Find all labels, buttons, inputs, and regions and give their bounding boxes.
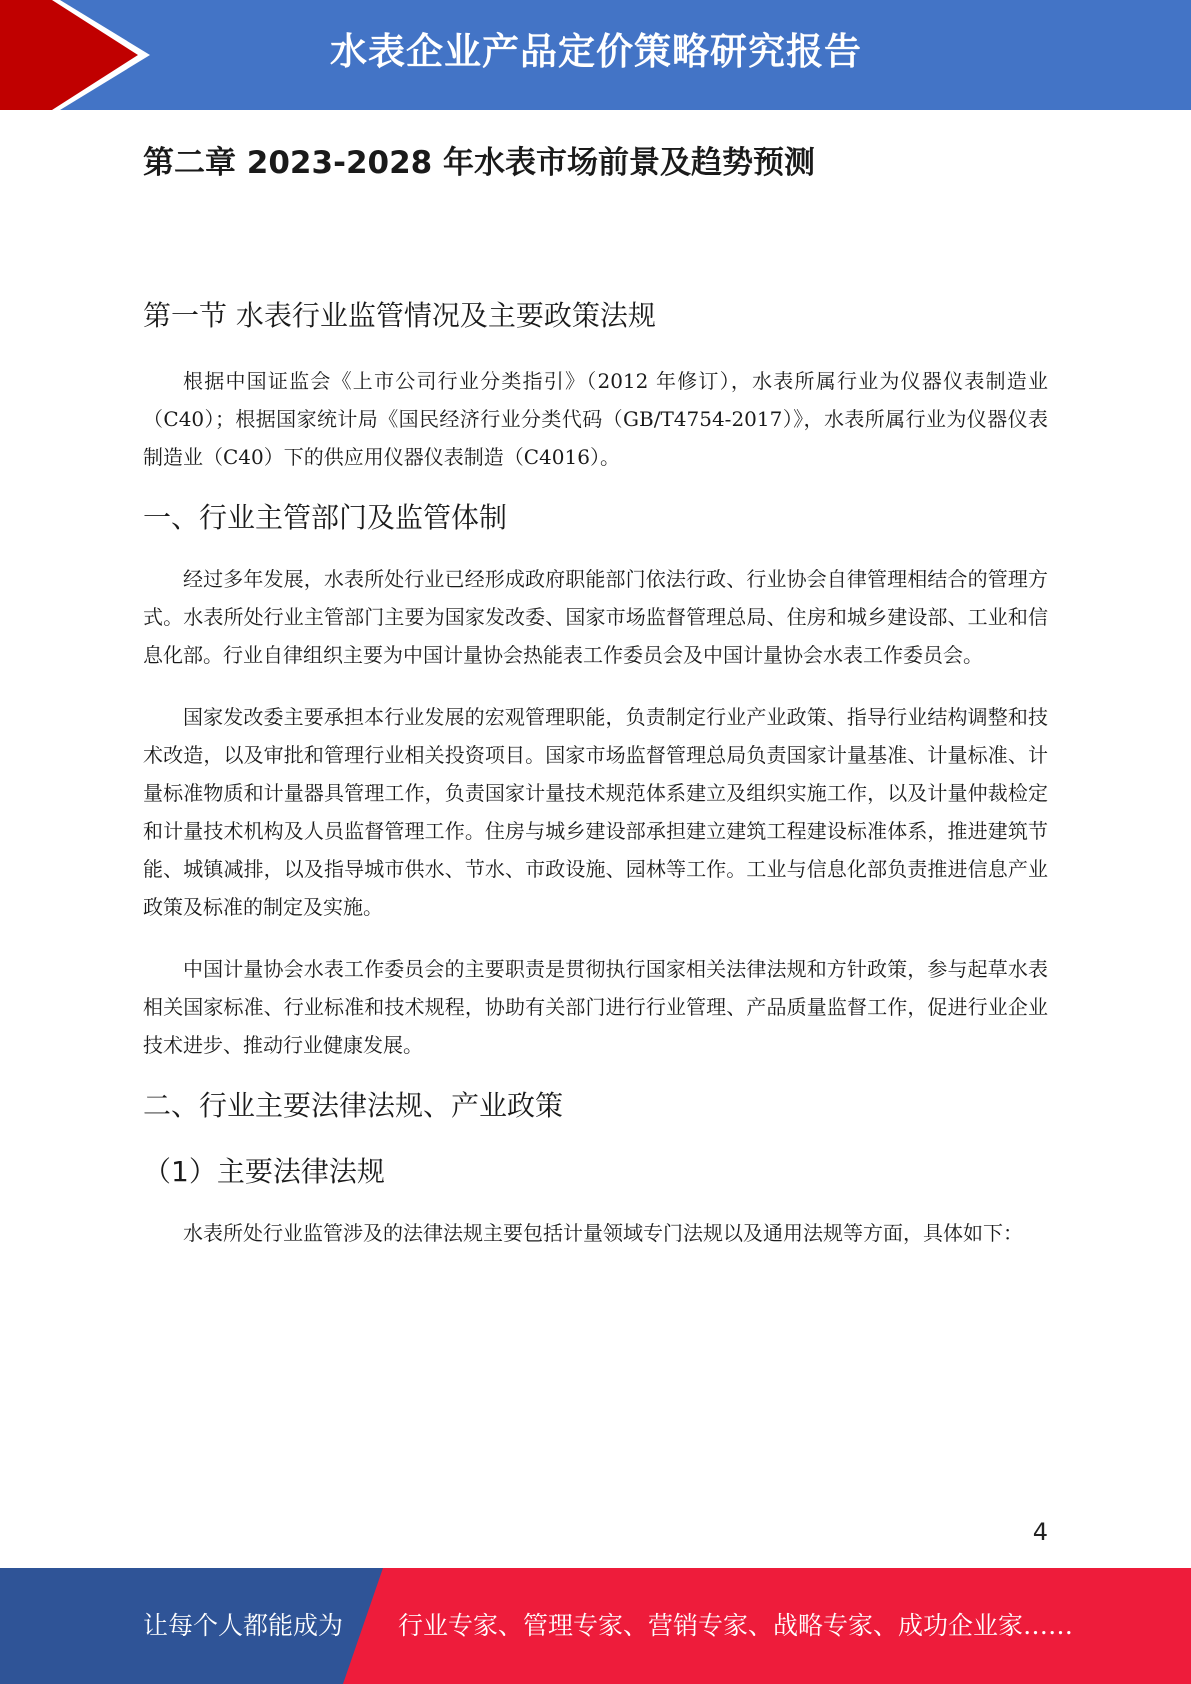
paragraph-agency-duties: 国家发改委主要承担本行业发展的宏观管理职能，负责制定行业产业政策、指导行业结构调整和技术改造，以及审批和管理行业相关投资项目。国家市场监督管理总局负责国家计量基准、计量标准、计量标准物质和计量器具管理工作，负责国家计量技术规范体系建立及组织实施工作，以及计量仲裁检定和计量技术机构及人员监督管理工作。住房与城乡建设部承担建立建筑工程建设标准体系，推进建筑节能、城镇减排，以及指导城市供水、节水、市政设施、园林等工作。工业与信息化部负责推进信息产业政策及标准的制定及实施。: [143, 705, 1048, 919]
intro-paragraph: 根据中国证监会《上市公司行业分类指引》（2012 年修订），水表所属行业为仪器仪表制造业（C40）；根据国家统计局《国民经济行业分类代码（GB/T4754-2017）》，水表所属行业为仪器仪表制造业（C40）下的供应用仪器仪表制造（C4016）。: [143, 369, 1048, 469]
page-footer-band: [0, 1568, 1191, 1684]
chevron-arrow-icon: [0, 0, 160, 110]
page-number: 4: [1032, 1518, 1048, 1546]
footer-slogan-right: 行业专家、管理专家、营销专家、战略专家、成功企业家……: [398, 1611, 1074, 1640]
section-title: 第一节 水表行业监管情况及主要政策法规: [143, 299, 656, 332]
paragraph-laws-intro: 水表所处行业监管涉及的法律法规主要包括计量领域专门法规以及通用法规等方面，具体如下：: [183, 1221, 1023, 1245]
document-body: [143, 132, 1048, 1252]
paragraph-management-system: 经过多年发展，水表所处行业已经形成政府职能部门依法行政、行业协会自律管理相结合的管理方式。水表所处行业主管部门主要为国家发改委、国家市场监督管理总局、住房和城乡建设部、工业和信息化部。行业自律组织主要为中国计量协会热能表工作委员会及中国计量协会水表工作委员会。: [143, 567, 1048, 667]
page-header-band: [0, 0, 1191, 110]
paragraph-association-duties: 中国计量协会水表工作委员会的主要职责是贯彻执行国家相关法律法规和方针政策，参与起草水表相关国家标准、行业标准和技术规程，协助有关部门进行行业管理、产品质量监督工作，促进行业企业技术进步、推动行业健康发展。: [143, 957, 1048, 1057]
subheading-main-laws: （1）主要法律法规: [143, 1155, 385, 1188]
footer-slogan-left: 让每个人都能成为: [143, 1611, 344, 1640]
report-title: 水表企业产品定价策略研究报告: [330, 30, 862, 73]
heading-laws-and-policies: 二、行业主要法律法规、产业政策: [143, 1089, 564, 1122]
chapter-title: 第二章 2023-2028 年水表市场前景及趋势预测: [143, 145, 816, 181]
heading-regulatory-authorities: 一、行业主管部门及监管体制: [143, 501, 508, 534]
